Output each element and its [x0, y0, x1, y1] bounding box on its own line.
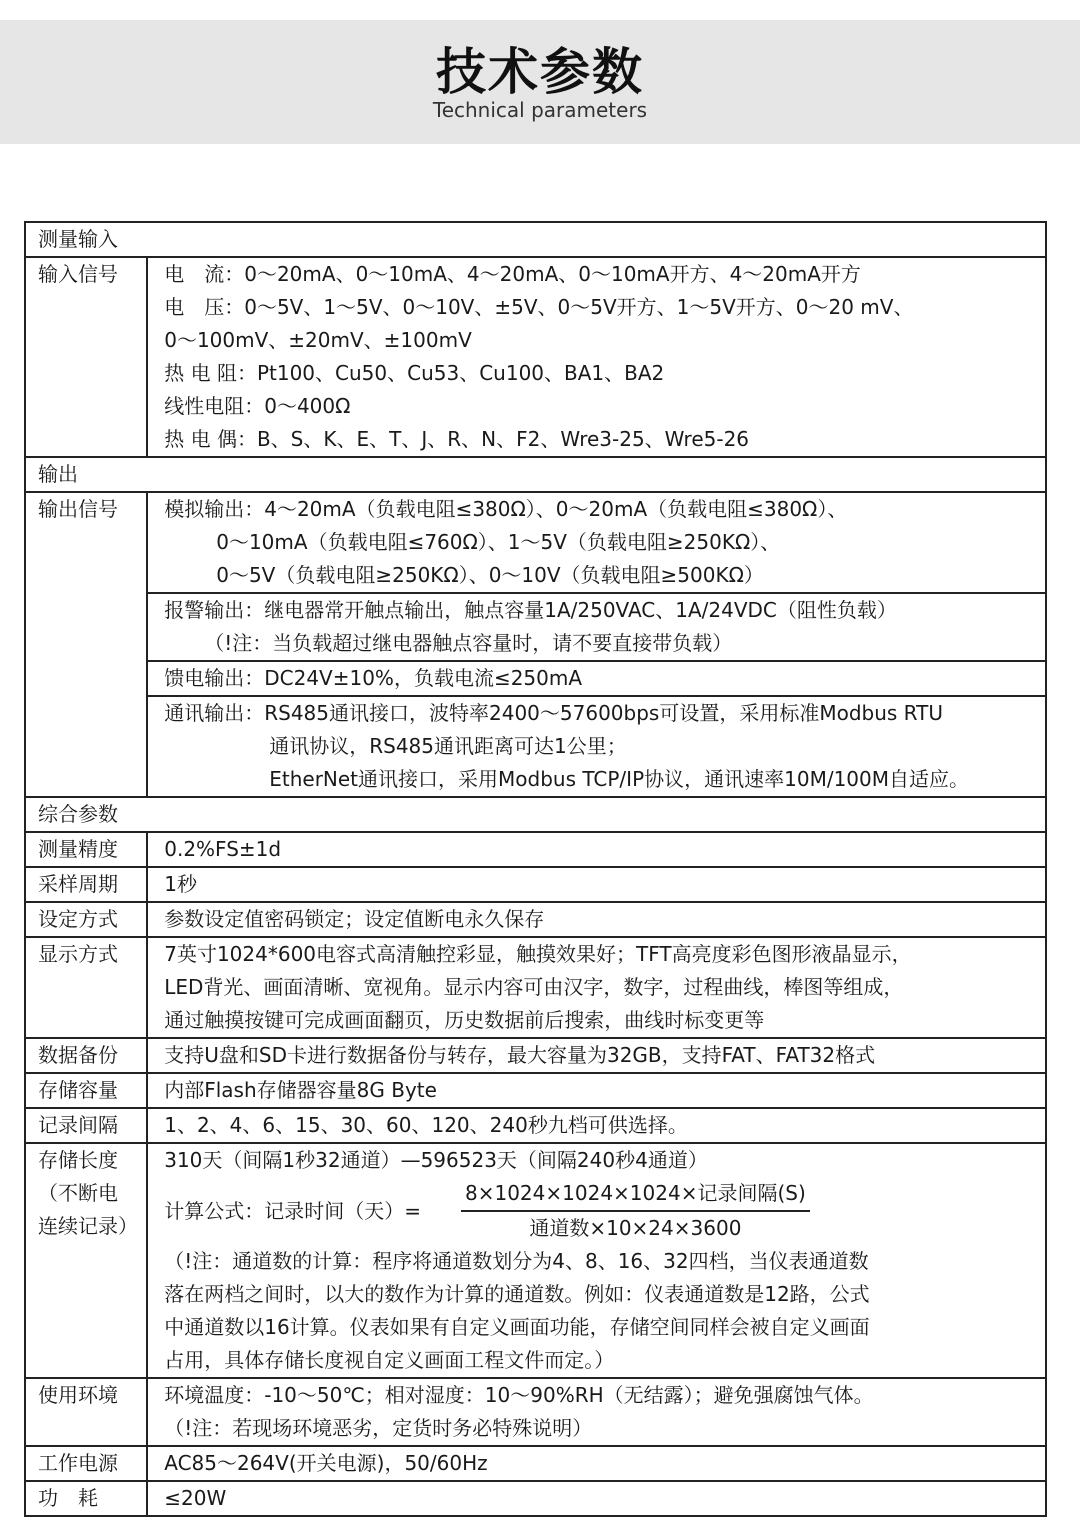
analog-output-line: 模拟输出：4～20mA（负载电阻≤380Ω）、0～20mA（负载电阻≤380Ω）、 [164, 497, 848, 521]
row-value: 参数设定值密码锁定；设定值断电永久保存 [147, 902, 1046, 937]
row-label: 测量精度 [25, 832, 147, 867]
input-current-line: 电 流：0～20mA、0～10mA、4～20mA、0～10mA开方、4～20mA开方 [164, 262, 861, 286]
comm-output-line: 通讯输出：RS485通讯接口，波特率2400～57600bps可设置，采用标准Modbus RTU [164, 701, 943, 725]
row-value: 0.2%FS±1d [147, 832, 1046, 867]
section-row-input [25, 222, 1046, 257]
input-rtd-line: 热 电 阻：Pt100、Cu50、Cu53、Cu100、BA1、BA2 [164, 361, 665, 385]
table-row-settings [25, 902, 1046, 937]
table-row-consumption [25, 1481, 1046, 1516]
row-label: 使用环境 [25, 1378, 147, 1446]
section-title-general: 综合参数 [25, 797, 1046, 832]
row-value: 1、2、4、6、15、30、60、120、240秒九档可供选择。 [147, 1108, 1046, 1143]
table-row-accuracy [25, 832, 1046, 867]
analog-output-line: 0～5V（负载电阻≥250KΩ）、0～10V（负载电阻≥500KΩ） [216, 563, 764, 587]
row-label: 采样周期 [25, 867, 147, 902]
length-note-line: （!注：通道数的计算：程序将通道数划分为4、8、16、32四档，当仪表通道数 [164, 1249, 869, 1273]
section-title-output: 输出 [25, 457, 1046, 492]
comm-output-line: 通讯协议，RS485通讯距离可达1公里； [269, 734, 627, 758]
table-row-environment [25, 1378, 1046, 1446]
environment-line: 环境温度：-10～50℃；相对湿度：10～90%RH（无结露）；避免强腐蚀气体。 [164, 1383, 874, 1407]
row-value: AC85～264V(开关电源)，50/60Hz [147, 1446, 1046, 1481]
table-row-length [25, 1143, 1046, 1378]
formula [164, 1177, 1045, 1245]
table-row-backup [25, 1038, 1046, 1073]
input-resistance-line: 线性电阻：0～400Ω [164, 394, 351, 418]
row-label: 输出信号 [25, 492, 147, 797]
display-line: LED背光、画面清晰、宽视角。显示内容可由汉字，数字，过程曲线，棒图等组成， [164, 975, 904, 999]
row-label: 输入信号 [25, 257, 147, 457]
formula-label: 计算公式：记录时间（天）= [164, 1198, 421, 1223]
analog-output-line: 0～10mA（负载电阻≤760Ω）、1～5V（负载电阻≥250KΩ）、 [216, 530, 781, 554]
length-note-line: 中通道数以16计算。仪表如果有自定义画面功能，存储空间同样会被自定义画面 [164, 1315, 870, 1339]
page-title: 技术参数 [436, 43, 644, 101]
environment-note-line: （!注：若现场环境恶劣，定货时务必特殊说明） [164, 1416, 593, 1440]
length-note-line: 落在两档之间时，以大的数作为计算的通道数。例如：仪表通道数是12路，公式 [164, 1282, 870, 1306]
row-label: 显示方式 [25, 937, 147, 1038]
table-row-display [25, 937, 1046, 1038]
row-value: 内部Flash存储器容量8G Byte [147, 1073, 1046, 1108]
length-label-line: 存储长度 [38, 1148, 118, 1172]
alarm-output-line: 报警输出：继电器常开触点输出，触点容量1A/250VAC、1A/24VDC（阻性负载） [164, 598, 897, 622]
table-row-output-comm [25, 696, 1046, 797]
input-voltage-line: 电 压：0～5V、1～5V、0～10V、±5V、0～5V开方、1～5V开方、0～20 mV、 [164, 295, 914, 319]
table-row-interval [25, 1108, 1046, 1143]
row-value: ≤20W [147, 1481, 1046, 1516]
table-row-input-signal [25, 257, 1046, 457]
spec-table [24, 221, 1047, 1517]
row-value: 1秒 [147, 867, 1046, 902]
length-range-line: 310天（间隔1秒32通道）—596523天（间隔240秒4通道） [164, 1148, 708, 1172]
display-line: 通过触摸按键可完成画面翻页，历史数据前后搜索，曲线时标变更等 [164, 1008, 765, 1032]
row-label: 设定方式 [25, 902, 147, 937]
row-value [147, 1143, 1046, 1378]
row-value-comm [147, 696, 1046, 797]
alarm-note-line: （!注：当负载超过继电器触点容量时，请不要直接带负载） [204, 631, 733, 655]
section-row-general [25, 797, 1046, 832]
input-thermocouple-line: 热 电 偶：B、S、K、E、T、J、R、N、F2、Wre3-25、Wre5-26 [164, 427, 750, 451]
row-label: 功 耗 [25, 1481, 147, 1516]
table-row-power [25, 1446, 1046, 1481]
row-value [147, 937, 1046, 1038]
row-label: 存储容量 [25, 1073, 147, 1108]
formula-denominator: 通道数×10×24×3600 [529, 1216, 742, 1240]
input-voltage-line-cont: 0～100mV、±20mV、±100mV [164, 328, 472, 352]
row-value: 支持U盘和SD卡进行数据备份与转存，最大容量为32GB，支持FAT、FAT32格式 [147, 1038, 1046, 1073]
row-value [147, 1378, 1046, 1446]
table-row-output-analog [25, 492, 1046, 593]
row-label: 数据备份 [25, 1038, 147, 1073]
row-value-feed: 馈电输出：DC24V±10%，负载电流≤250mA [147, 661, 1046, 696]
display-line: 7英寸1024*600电容式高清触控彩显，触摸效果好；TFT高亮度彩色图形液晶显示， [164, 942, 912, 966]
length-label-line: （不断电 [38, 1181, 118, 1205]
section-title-input: 测量输入 [25, 222, 1046, 257]
page-subtitle: Technical parameters [432, 98, 648, 122]
comm-output-line: EtherNet通讯接口，采用Modbus TCP/IP协议，通讯速率10M/100M自适应。 [269, 767, 969, 791]
row-value [147, 257, 1046, 457]
row-value-alarm [147, 593, 1046, 661]
section-row-output [25, 457, 1046, 492]
formula-numerator: 8×1024×1024×1024×记录间隔(S) [461, 1177, 810, 1212]
row-label: 工作电源 [25, 1446, 147, 1481]
row-label: 记录间隔 [25, 1108, 147, 1143]
formula-fraction [461, 1177, 810, 1245]
length-label-line: 连续记录） [38, 1214, 138, 1238]
length-note-line: 占用，具体存储长度视自定义画面工程文件而定。） [164, 1348, 615, 1372]
table-row-storage [25, 1073, 1046, 1108]
table-row-sampling [25, 867, 1046, 902]
table-row-output-feed [25, 661, 1046, 696]
table-row-output-alarm [25, 593, 1046, 661]
row-label [25, 1143, 147, 1378]
row-value-analog [147, 492, 1046, 593]
